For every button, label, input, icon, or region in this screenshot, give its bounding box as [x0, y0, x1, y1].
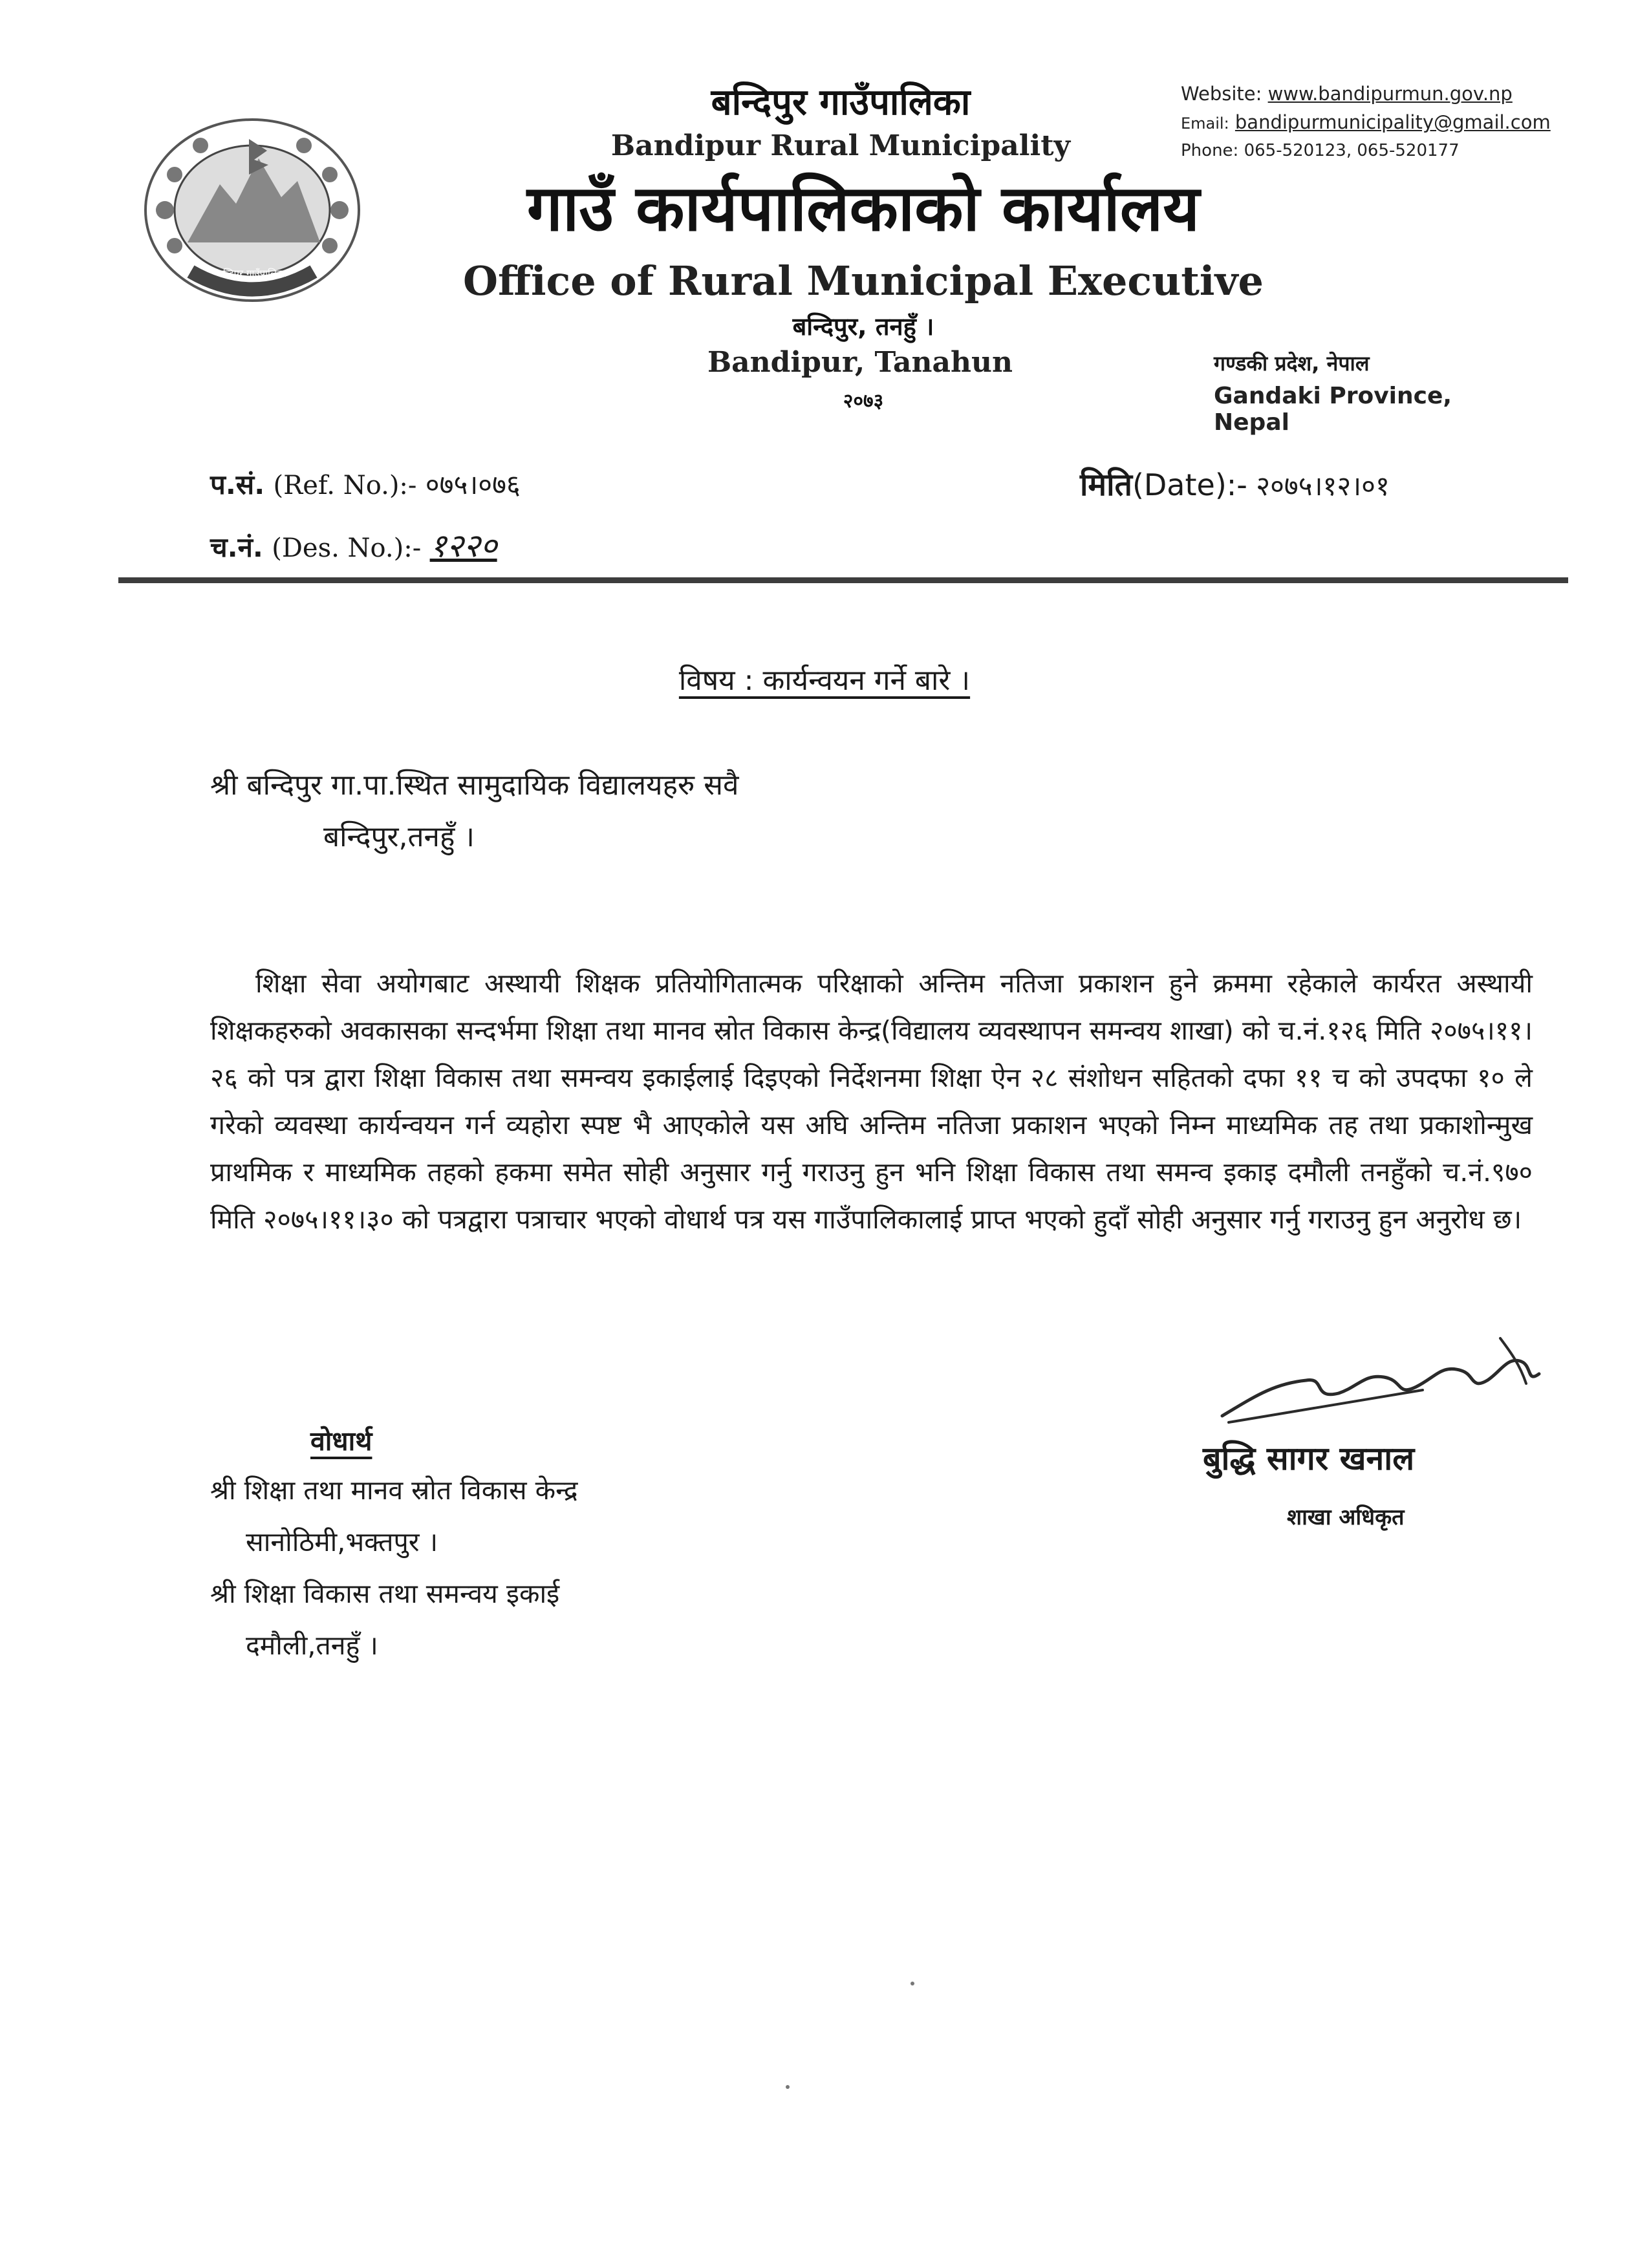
des-label-np: च.नं.: [210, 531, 263, 563]
phone-value: 065-520123, 065-520177: [1244, 141, 1460, 160]
ref-label-np: प.सं.: [210, 469, 265, 500]
addressee-line-1: श्री बन्दिपुर गा.पा.स्थित सामुदायिक विद्यालयहरु सवै: [210, 769, 739, 802]
cc-line: श्री शिक्षा तथा मानव स्रोत विकास केन्द्र: [210, 1475, 578, 1506]
location-np: बन्दिपुर, तनहुँ ।: [792, 312, 934, 341]
email-label: Email:: [1181, 114, 1229, 133]
date-label-np: मिति: [1080, 467, 1132, 503]
office-name-np: गाउँ कार्यपालिकाको कार्यालय: [526, 172, 1200, 246]
subject-line: [0, 659, 1649, 698]
phone-label: Phone:: [1181, 141, 1239, 160]
handwritten-signature: [1216, 1325, 1552, 1429]
date-value: २०७५।१२।०१: [1256, 470, 1390, 502]
municipality-name-np: बन्दिपुर गाउँपालिका: [711, 81, 971, 123]
cc-heading: वोधार्थ: [310, 1426, 372, 1457]
scan-speck: [786, 2085, 790, 2089]
email-link[interactable]: bandipurmunicipality@gmail.com: [1234, 111, 1551, 133]
website-label: Website:: [1181, 83, 1262, 105]
location-en: Bandipur, Tanahun: [707, 346, 1013, 379]
des-label-en: (Des. No.):-: [272, 533, 422, 563]
letter-body: [210, 960, 1533, 1243]
des-value: १२२०: [429, 527, 497, 564]
scan-speck: [911, 1982, 914, 1985]
date-line: [1080, 463, 1546, 505]
website-line: [1181, 83, 1543, 105]
website-link[interactable]: www.bandipurmun.gov.np: [1267, 83, 1513, 105]
municipal-emblem: [139, 113, 365, 307]
signature-icon: [1216, 1325, 1552, 1429]
province-en: Gandaki Province, Nepal: [1214, 383, 1452, 436]
office-name-en: Office of Rural Municipal Executive: [463, 257, 1264, 305]
body-paragraph: शिक्षा सेवा अयोगबाट अस्थायी शिक्षक प्रतियोगितात्मक परिक्षाको अन्तिम नतिजा प्रकाशन हुने क्रममा रहेकाले कार्यरत अस्थायी शिक्षकहरुको अवकासका सन्दर्भमा शिक्षा तथा मानव स्रोत विकास केन्द्र(विद्यालय व्यवस्थापन समन्वय शाखा) को च.नं.१२६ मिति २०७५।११।२६ को पत्र द्वारा शिक्षा विकास तथा समन्वय इकाईलाई दिइएको निर्देशनमा शिक्षा ऐन २८ संशोधन सहितको दफा ११ च को उपदफा १० ले गरेको व्यवस्था कार्यन्वयन गर्न व्यहोरा स्पष्ट भै आएकोले यस अघि अन्तिम नतिजा प्रकाशन भएको निम्न माध्यमिक तह तथा प्रकाशोन्मुख प्राथमिक र माध्यमिक तहको हकमा समेत सोही अनुसार गर्नु गराउनु हुन भनि शिक्षा विकास तथा समन्व इकाइ दमौली तनहुँको च.नं.९७० मिति २०७५।११।३० को पत्रद्वारा पत्राचार भएको वोधार्थ पत्र यस गाउँपालिकालाई प्राप्त भएको हुदाँ सोही अनुसार गर्नु गराउनु हुन अनुरोध छ।: [210, 968, 1533, 1235]
municipality-name-en: Bandipur Rural Municipality: [610, 129, 1071, 162]
addressee-line-2: बन्दिपुर,तनहुँ ।: [323, 820, 475, 853]
established-year: २०७३: [843, 390, 884, 412]
ref-label-en: (Ref. No.):-: [273, 471, 417, 500]
signatory-title: शाखा अधिकृत: [1287, 1504, 1405, 1530]
signatory-name: बुद्धि सागर खनाल: [1203, 1440, 1415, 1477]
header-divider: [118, 577, 1568, 583]
date-label-en: (Date):-: [1132, 467, 1247, 502]
emblem-caption: बन्दिपुर गाउँपालिका: [217, 268, 287, 279]
province-np: गण्डकी प्रदेश, नेपाल: [1214, 351, 1370, 376]
des-number: [210, 522, 663, 566]
cc-line: श्री शिक्षा विकास तथा समन्वय इकाई: [210, 1578, 560, 1609]
cc-line: सानोठिमी,भक्तपुर ।: [246, 1526, 438, 1557]
ref-value: ०७५।०७६: [425, 469, 521, 500]
email-line: [1181, 111, 1582, 133]
phone-line: [1181, 141, 1543, 160]
ref-number: [210, 465, 663, 502]
subject-text: विषय : कार्यन्वयन गर्ने बारे ।: [678, 664, 971, 697]
cc-line: दमौली,तनहुँ ।: [246, 1630, 378, 1661]
